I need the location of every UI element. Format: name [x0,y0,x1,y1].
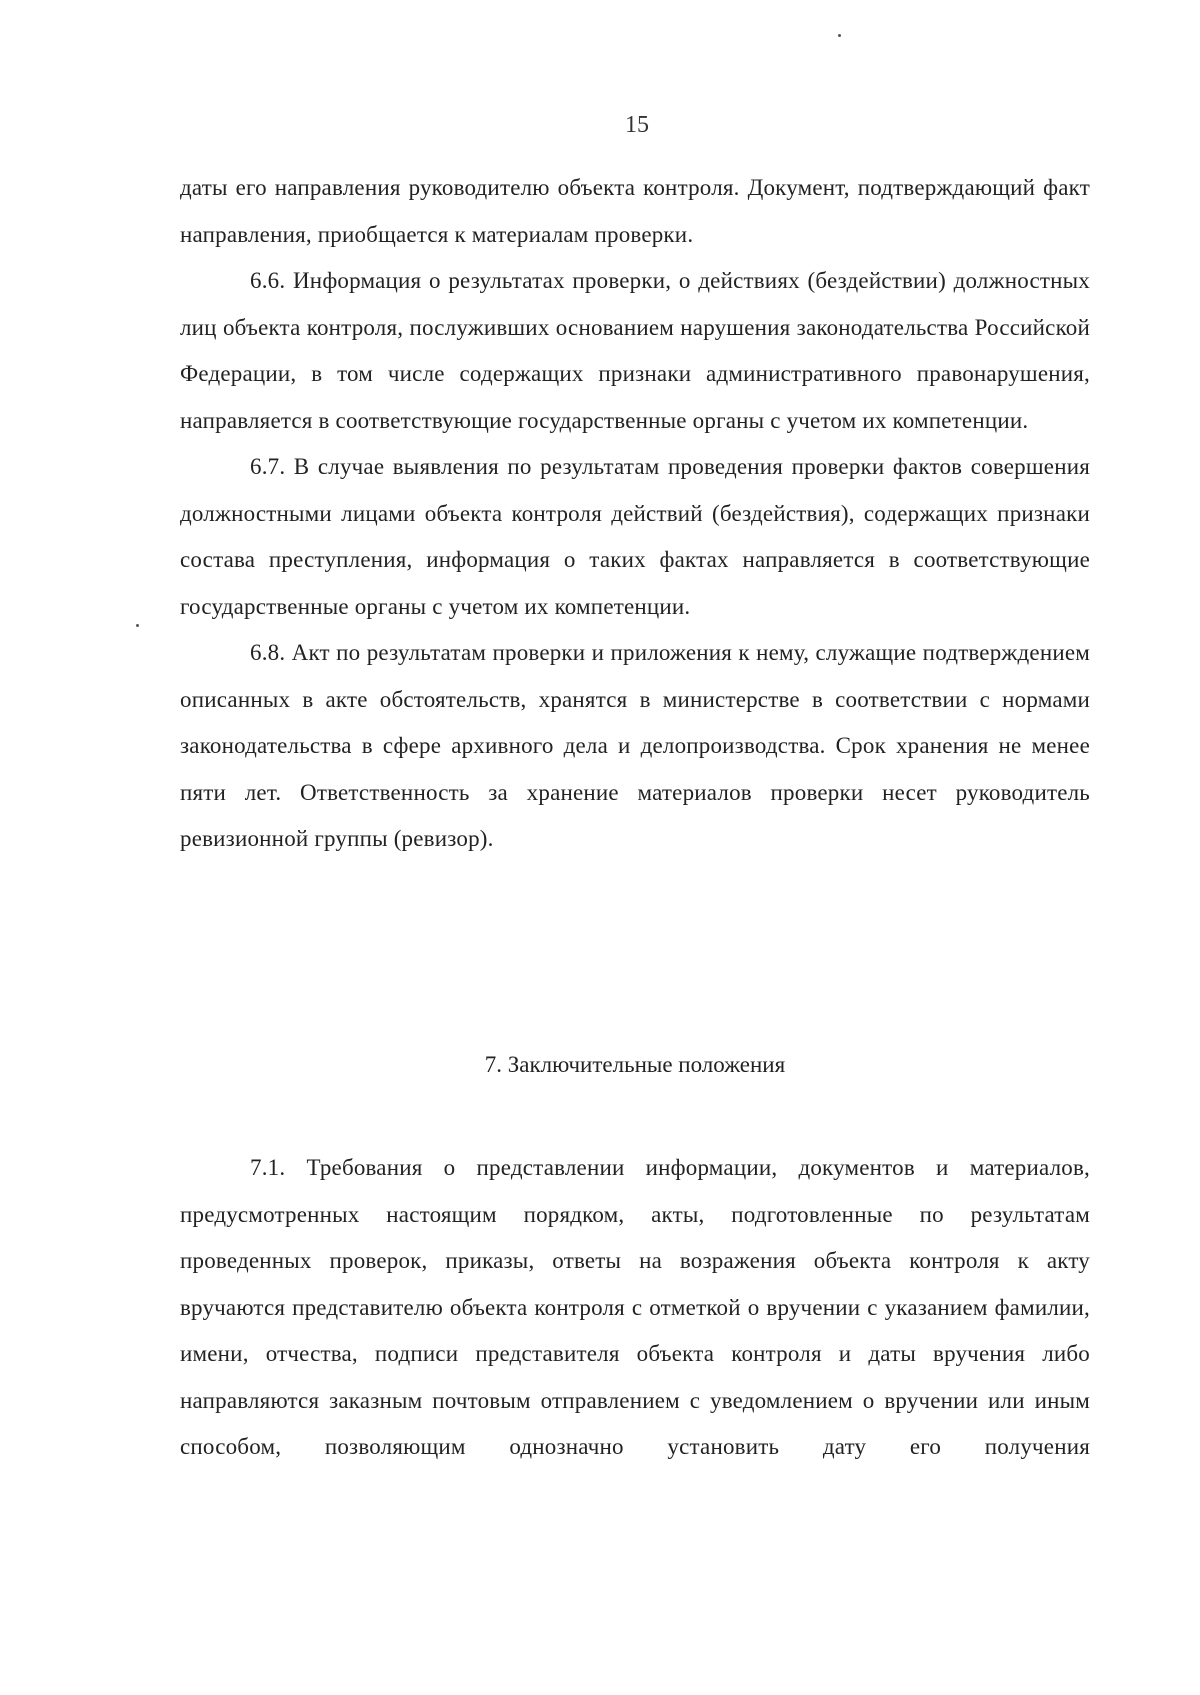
section-6-body [180,165,1090,863]
page-number: 15 [625,112,649,138]
section-7-body [180,1145,1090,1471]
paragraph-continuation: даты его направления руководителю объекта контроля. Документ, подтверждающий факт направления, приобщается к материалам проверки. [180,175,1090,247]
paragraph-6-7: 6.7. В случае выявления по результатам проведения проверки фактов совершения должностными лицами объекта контроля действий (бездействия), содержащих признаки состава преступления, информация о таких фактах направляется в соответствующие государственные органы с учетом их компетенции. [180,454,1090,619]
section-7-heading: 7. Заключительные положения [484,1052,786,1077]
paragraph-6-8: 6.8. Акт по результатам проверки и приложения к нему, служащие подтверждением описанных в акте обстоятельств, хранятся в министерстве в соответствии с нормами законодательства в сфере архивного дела и делопроизводства. Срок хранения не менее пяти лет. Ответственность за хранение материалов проверки несет руководитель ревизионной группы (ревизор). [180,640,1090,851]
scan-speck [136,624,139,627]
paragraph-6-6: 6.6. Информация о результатах проверки, о действиях (бездействии) должностных лиц объекта контроля, послуживших основанием нарушения законодательства Российской Федерации, в том числе содержащих признаки административного правонарушения, направляется в соответствующие государственные органы с учетом их компетенции. [180,268,1090,433]
paragraph-7-1: 7.1. Требования о представлении информации, документов и материалов, предусмотренных настоящим порядком, акты, подготовленные по результатам проведенных проверок, приказы, ответы на возражения объекта контроля к акту вручаются представителю объекта контроля с отметкой о вручении с указанием фамилии, имени, отчества, подписи представителя объекта контроля и даты вручения либо направляются заказным почтовым отправлением с уведомлением о вручении или иным способом, позволяющим однозначно установить дату его получения [180,1155,1090,1459]
scan-speck [838,34,841,37]
